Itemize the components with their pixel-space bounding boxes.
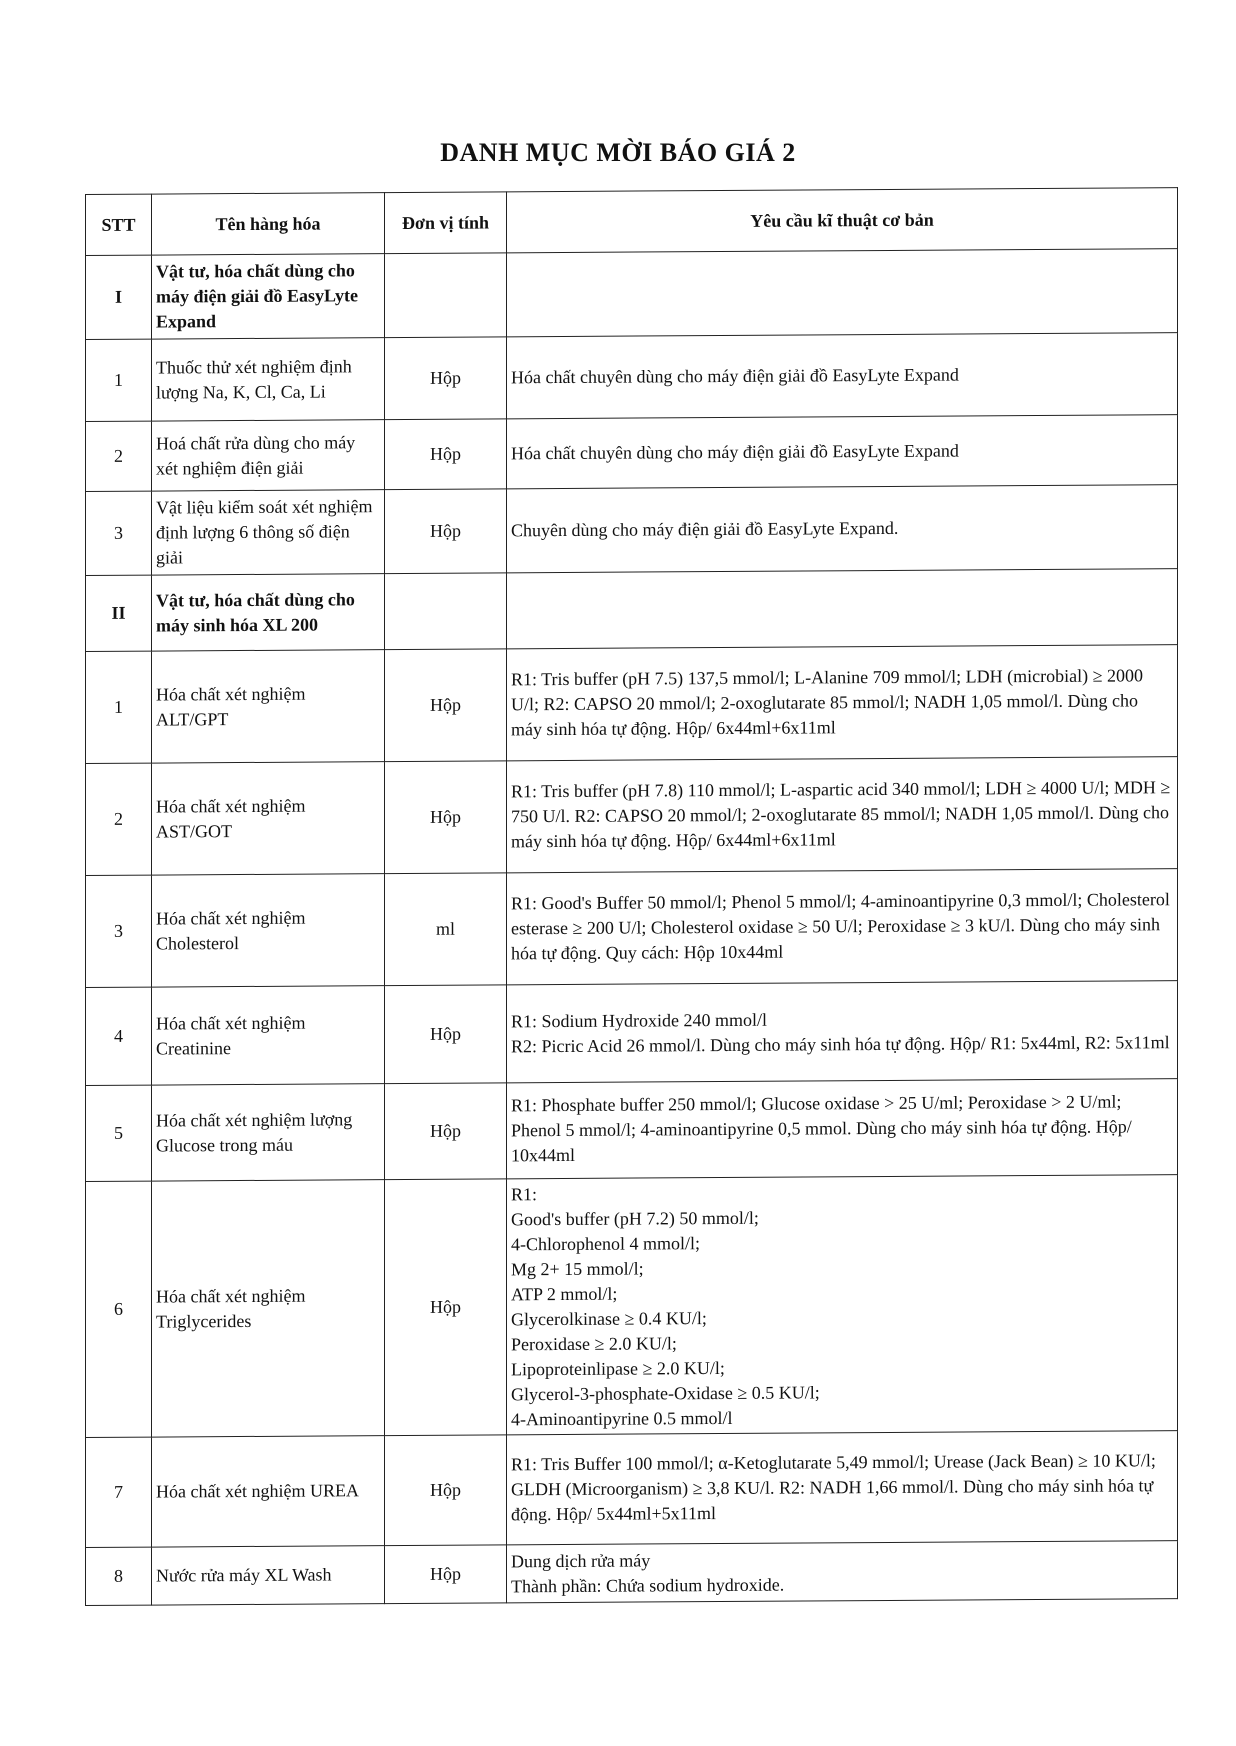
row-stt: 5 [86, 1085, 152, 1181]
row-item-name: Thuốc thử xét nghiệm định lượng Na, K, Cl, Ca, Li [152, 338, 385, 421]
table-row [86, 415, 1178, 492]
row-item-name: Hóa chất xét nghiệm UREA [152, 1436, 385, 1547]
row-stt: II [86, 575, 152, 651]
row-stt: 3 [86, 875, 152, 987]
row-item-name: Hóa chất xét nghiệm ALT/GPT [152, 650, 385, 763]
row-stt: 4 [86, 987, 152, 1085]
spec-line: R1: Tris buffer (pH 7.5) 137,5 mmol/l; L-Alanine 709 mmol/l; LDH (microbial) ≥ 2000 U/l; R2: CAPSO 20 mmol/l; 2-oxoglutarate 85 mmol/l; NADH 1,05 mmol/l. Dùng cho máy sinh hóa tự động. Hộp/ 6x44ml+6x11ml [511, 665, 1143, 740]
row-stt: 1 [86, 651, 152, 763]
row-unit: Hộp [385, 1083, 507, 1180]
document-title: DANH MỤC MỜI BÁO GIÁ 2 [440, 138, 796, 167]
spec-line: Chuyên dùng cho máy điện giải đồ EasyLyte Expand. [511, 517, 899, 541]
row-item-name: Hóa chất xét nghiệm lượng Glucose trong máu [152, 1084, 385, 1181]
row-spec [507, 569, 1178, 649]
table-row [86, 485, 1178, 576]
spec-line: 4-Aminoantipyrine 0.5 mmol/l [511, 1407, 733, 1429]
row-item-name: Hóa chất xét nghiệm Triglycerides [152, 1180, 385, 1437]
table-row [86, 1175, 1178, 1438]
table-body [86, 249, 1178, 1606]
spec-line: Dung dịch rửa máy [511, 1549, 651, 1571]
row-unit: Hộp [385, 761, 507, 874]
spec-line: Thành phần: Chứa sodium hydroxide. [511, 1574, 785, 1596]
spec-line: R1: Tris Buffer 100 mmol/l; α-Ketoglutarate 5,49 mmol/l; Urease (Jack Bean) ≥ 10 KU/l; GLDH (Microorganism) ≥ 3,8 KU/l. R2: NADH 1,66 mmol/l. Dùng cho máy sinh hóa tự động. Hộp/ 5x44ml+5x11ml [511, 1450, 1156, 1525]
header-stt: STT [86, 194, 152, 255]
row-unit: Hộp [385, 337, 507, 420]
row-item-name: Vật tư, hóa chất dùng cho máy sinh hóa XL 200 [152, 574, 385, 651]
row-item-name: Hóa chất xét nghiệm Creatinine [152, 986, 385, 1085]
spec-line: Glycerol-3-phosphate-Oxidase ≥ 0.5 KU/l; [511, 1381, 820, 1404]
row-spec [507, 757, 1178, 873]
row-unit: Hộp [385, 489, 507, 574]
spec-line: Mg 2+ 15 mmol/l; [511, 1257, 644, 1279]
table-row [86, 1541, 1178, 1606]
row-spec [507, 1541, 1178, 1603]
spec-line: Good's buffer (pH 7.2) 50 mmol/l; [511, 1207, 759, 1229]
spec-line: R1: Phosphate buffer 250 mmol/l; Glucose oxidase > 25 U/ml; Peroxidase > 2 U/ml; Phenol 5 mmol/l; 4-aminoantipyrine 0,5 mmol. Dùng cho máy sinh hóa tự động. Hộp/ 10x44ml [511, 1091, 1132, 1166]
row-unit: Hộp [385, 1435, 507, 1546]
spec-line: R2: Picric Acid 26 mmol/l. Dùng cho máy sinh hóa tự động. Hộp/ R1: 5x44ml, R2: 5x11ml [511, 1031, 1170, 1056]
row-unit [385, 253, 507, 338]
spec-line: Peroxidase ≥ 2.0 KU/l; [511, 1332, 677, 1354]
row-item-name: Hóa chất xét nghiệm Cholesterol [152, 874, 385, 987]
row-stt: 8 [86, 1547, 152, 1605]
row-item-name: Vật tư, hóa chất dùng cho máy điện giải đồ EasyLyte Expand [152, 254, 385, 339]
table-header-row [86, 188, 1178, 256]
row-unit: Hộp [385, 1545, 507, 1604]
header-item-name: Tên hàng hóa [152, 193, 385, 255]
row-spec [507, 415, 1178, 489]
row-stt: 1 [86, 339, 152, 421]
row-stt: 3 [86, 491, 152, 575]
row-stt: 7 [86, 1437, 152, 1547]
row-item-name: Vật liệu kiểm soát xét nghiệm định lượng 6 thông số điện giải [152, 490, 385, 575]
table-row [86, 1431, 1178, 1548]
spec-line: Lipoproteinlipase ≥ 2.0 KU/l; [511, 1357, 725, 1379]
spec-line: Hóa chất chuyên dùng cho máy điện giải đồ EasyLyte Expand [511, 364, 959, 388]
row-unit: ml [385, 873, 507, 986]
row-unit [385, 573, 507, 650]
row-spec [507, 485, 1178, 573]
spec-line: Hóa chất chuyên dùng cho máy điện giải đồ EasyLyte Expand [511, 440, 959, 464]
row-spec [507, 645, 1178, 761]
row-stt: 2 [86, 421, 152, 491]
row-unit: Hộp [385, 649, 507, 762]
row-spec [507, 249, 1178, 337]
row-unit: Hộp [385, 1179, 507, 1436]
table-row [86, 1079, 1178, 1182]
row-spec [507, 1431, 1178, 1545]
spec-line: R1: [511, 1183, 538, 1204]
quotation-table [85, 187, 1178, 1606]
table-row [86, 645, 1178, 764]
table-row [86, 981, 1178, 1086]
row-unit: Hộp [385, 419, 507, 490]
spec-line: ATP 2 mmol/l; [511, 1283, 618, 1304]
spec-line: R1: Sodium Hydroxide 240 mmol/l [511, 1009, 768, 1031]
spec-line: 4-Chlorophenol 4 mmol/l; [511, 1232, 700, 1254]
header-unit: Đơn vị tính [385, 192, 507, 254]
row-item-name: Nước rửa máy XL Wash [152, 1546, 385, 1605]
spec-line: R1: Good's Buffer 50 mmol/l; Phenol 5 mmol/l; 4-aminoantipyrine 0,3 mmol/l; Cholesterol esterase ≥ 200 U/l; Cholesterol oxidase ≥ 50 U/l; Peroxidase ≥ 3 kU/l. Dùng cho máy sinh hóa tự động. Quy cách: Hộp 10x44ml [511, 889, 1170, 964]
section-row [86, 569, 1178, 652]
row-stt: I [86, 255, 152, 339]
row-unit: Hộp [385, 985, 507, 1084]
spec-line: R1: Tris buffer (pH 7.8) 110 mmol/l; L-aspartic acid 340 mmol/l; LDH ≥ 4000 U/l; MDH ≥ 750 U/l. R2: CAPSO 20 mmol/l; 2-oxoglutarate 85 mmol/l; NADH 1,05 mmol/l. Dùng cho máy sinh hóa tự động. Hộp/ 6x44ml+6x11ml [511, 777, 1171, 852]
row-spec [507, 1079, 1178, 1179]
table-row [86, 757, 1178, 876]
row-stt: 6 [86, 1181, 152, 1437]
row-item-name: Hóa chất xét nghiệm AST/GOT [152, 762, 385, 875]
row-spec [507, 1175, 1178, 1435]
row-stt: 2 [86, 763, 152, 875]
row-spec [507, 333, 1178, 419]
table-row [86, 333, 1178, 422]
row-item-name: Hoá chất rửa dùng cho máy xét nghiệm điện giải [152, 420, 385, 491]
row-spec [507, 981, 1178, 1083]
section-row [86, 249, 1178, 340]
header-spec: Yêu cầu kĩ thuật cơ bản [507, 188, 1178, 253]
row-spec [507, 869, 1178, 985]
table-row [86, 869, 1178, 988]
spec-line: Glycerolkinase ≥ 0.4 KU/l; [511, 1307, 707, 1329]
